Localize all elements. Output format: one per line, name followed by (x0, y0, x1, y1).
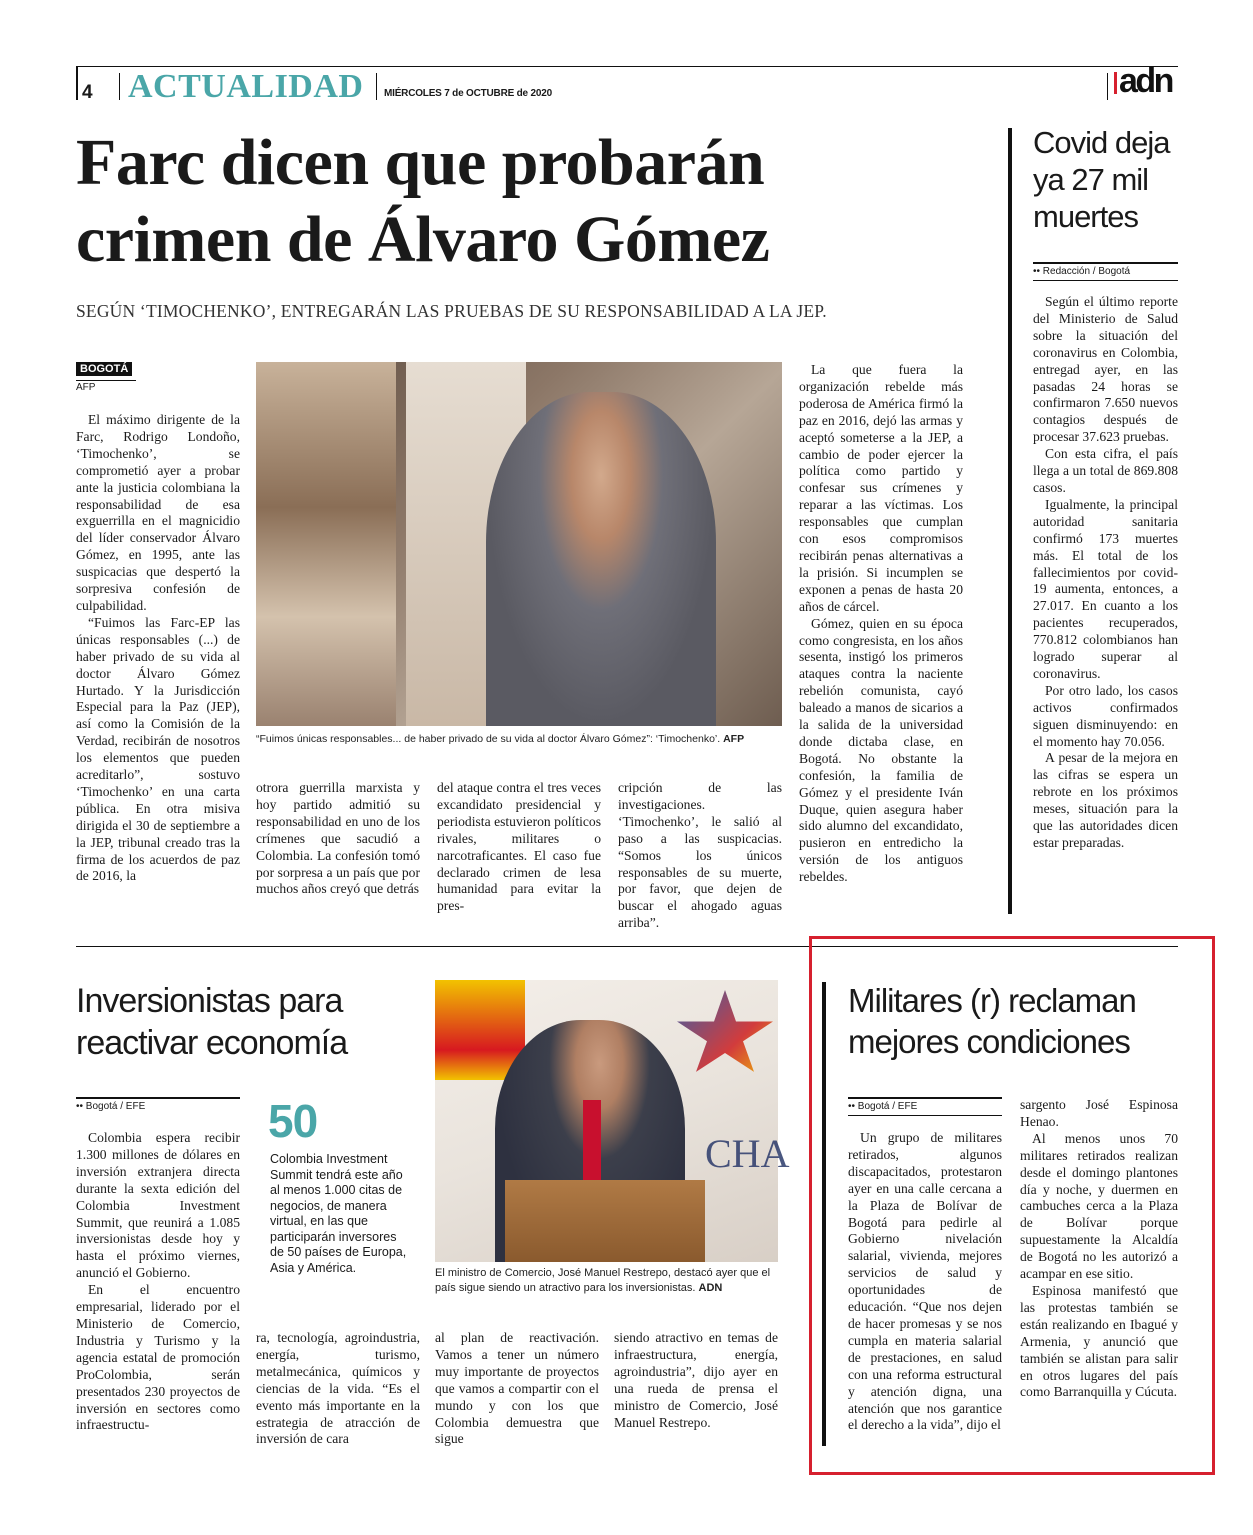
investment-paragraph: siendo atractivo en temas de infraestructura, energía, agroindustria”, dijo ayer en una rueda de prensa el ministro de Comercio, José Manuel Restrepo. (614, 1330, 778, 1430)
investment-paragraph: En el encuentro empresarial, liderado por el Ministerio de Comercio, Industria y Turismo y la agencia estatal de promoción ProColombia, serán presentados 230 proyectos de inversión en sectores como infraestructu- (76, 1282, 240, 1433)
main-col1 (76, 412, 240, 885)
military-paragraph: Espinosa manifestó que las protestas también se están realizando en Ibagué y Armenia, y anunció que también se alistan para salir en otros lugares del país como Barranquilla y Cúcuta. (1020, 1282, 1178, 1400)
main-paragraph: cripción de las investigaciones. ‘Timochenko’, le salió al paso a las suspicacias. “Somos los únicos responsables de su muerte, por favor, que dejen de buscar el ahogado aguas arriba”. (618, 780, 782, 931)
main-col4 (618, 780, 782, 932)
header-divider (1107, 73, 1108, 100)
military-headline (848, 980, 1198, 1062)
military-col2 (1020, 1097, 1178, 1401)
covid-body (1033, 294, 1178, 852)
military-byline (848, 1097, 1002, 1116)
covid-headline: Covid deja ya 27 mil muertes (1033, 125, 1170, 234)
photo-star-logo (675, 990, 775, 1080)
byline-dots: •• (1033, 266, 1043, 277)
issue-date: MIÉRCOLES 7 de OCTUBRE de 2020 (384, 88, 552, 99)
military-paragraph: sargento José Espinosa Henao. (1020, 1097, 1178, 1129)
photo-podium (505, 1180, 705, 1262)
main-deck: SEGÚN ‘TIMOCHENKO’, ENTREGARÁN LAS PRUEBAS DE SU RESPONSABILIDAD A LA JEP. (76, 301, 827, 321)
logo-text: adn (1119, 62, 1172, 100)
main-paragraph: El máximo dirigente de la Farc, Rodrigo Londoño, ‘Timochenko’, se comprometió ayer a probar ante la justicia colombiana la responsabilidad de esa exguerrilla en el magnicidio del líder conservador Álvaro Gómez, en 1995, ante las suspicacias que despertó la sorpresiva confesión de culpabilidad. (76, 412, 240, 613)
investment-headline-line2: reactivar economía (76, 1024, 348, 1062)
main-photo (256, 362, 782, 726)
covid-paragraph: Por otro lado, los casos activos confirmados siguen disminuyendo: en el momento hay 70.056. (1033, 682, 1178, 749)
main-paragraph: La que fuera la organización rebelde más poderosa de América firmó la paz en 2016, dejó las armas y aceptó someterse a la JEP, a cambio de poder ejercer la política como partido y confesar sus crímenes y reparar a las víctimas. Los responsables que cumplan con esos compromisos recibirán penas alternativas a la prisión. Si incumplen se exponen a penas de hasta 20 años de cárcel. (799, 362, 963, 614)
main-paragraph: Gómez, quien en su época como congresista, en los años sesenta, instigó los primeros ataques contra la naciente rebelión comunista, cayó baleado a manos de sicarios a la salida de la universidad donde dictaba clase, en Bogotá. No obstante la confesión, la familia de Gómez y el presidente Iván Duque, quien asegura haber sido alumno del excandidato, pusieron en entredicho la versión de los antiguos rebeldes. (799, 615, 963, 885)
photo-bookshelf (256, 362, 396, 726)
investment-headline-line1: Inversionistas para (76, 982, 343, 1020)
military-headline-line1: Militares (r) reclaman (848, 982, 1136, 1019)
header-divider (119, 73, 120, 100)
investment-col2 (256, 1330, 420, 1448)
covid-paragraph: Igualmente, la principal autoridad sanitaria confirmó 173 muertes más. El total de los fallecimientos por covid-19 aumenta, entonces, a 27.017. En cuanto a los pacientes recuperados, 770.812 colombianos han logrado superar al coronavirus. (1033, 496, 1178, 681)
photo-banner-text: CHA (705, 1131, 790, 1176)
main-col5 (799, 362, 963, 886)
photo-person (486, 392, 716, 726)
main-paragraph: otrora guerrilla marxista y hoy partido admitió su responsabilidad en uno de los crímenes que sacudió a Colombia. La confesión tomó por sorpresa a un país que por muchos años creyó que detrás (256, 780, 420, 897)
investment-byline (76, 1097, 240, 1112)
caption-credit: ADN (698, 1282, 723, 1294)
logo-accent-bar (1114, 72, 1117, 94)
caption-text: “Fuimos únicas responsables... de haber privado de su vida al doctor Álvaro Gómez”: ‘Timochenko’. (256, 733, 721, 745)
covid-column-rule (1008, 128, 1012, 914)
header-divider (376, 73, 377, 100)
investment-paragraph: ra, tecnología, agroindustria, energía, turismo, metalmecánica, químicos y ciencias de la vida. “Es el evento más importante en la estrategia de atracción de inversión de cara (256, 1330, 420, 1447)
main-headline-line1: Farc dicen que probarán (76, 126, 765, 199)
caption-text: El ministro de Comercio, José Manuel Restrepo, destacó ayer que el país sigue siendo un atractivo para los inversionistas. (435, 1267, 771, 1294)
agency-label: AFP (76, 380, 136, 393)
section-title: ACTUALIDAD (128, 68, 364, 105)
covid-paragraph: A pesar de la mejora en las cifras se espera un rebrote en los próximos meses, situación para la que las autoridades dicen estar preparadas. (1033, 750, 1178, 850)
investment-col4 (614, 1330, 778, 1431)
stat-number: 50 (268, 1095, 318, 1147)
military-headline-line2: mejores condiciones (848, 1023, 1130, 1060)
investment-headline (76, 980, 416, 1064)
investment-photo-caption (435, 1266, 778, 1296)
covid-paragraph: Con esta cifra, el país llega a un total de 869.808 casos. (1033, 446, 1178, 495)
main-paragraph: “Fuimos las Farc-EP las únicas responsables (...) de haber privado de su vida al doctor Álvaro Gómez Hurtado. Y la Jurisdicción Especial para la Paz (JEP), así como la Comisión de la Verdad, recibirán de nosotros los elementos que pueden acreditarlo”, sostuvo ‘Timochenko’ en una carta pública. En otra misiva dirigida el 30 de septiembre a la JEP, tribunal creado tras la firma de los acuerdos de paz de 2016, la (76, 614, 240, 884)
byline-dots: •• (76, 1101, 86, 1112)
page-top-rule-left-tick (76, 66, 78, 100)
covid-byline (1033, 262, 1178, 281)
investment-paragraph: al plan de reactivación. Vamos a tener un número muy importante de proyectos que vamos a compartir con el mundo y con los que Colombia demuestra que sigue (435, 1330, 599, 1447)
byline-dots: •• (848, 1101, 858, 1112)
investment-paragraph: Colombia espera recibir 1.300 millones de dólares en inversión extranjera directa durante la sexta edición del Colombia Investment Summit, que reunirá a 1.085 inversionistas desde hoy y hasta el próximo viernes, anunció el Gobierno. (76, 1130, 240, 1281)
main-headline (76, 124, 996, 278)
page-top-rule (76, 66, 1178, 67)
page-number: 4 (82, 82, 93, 103)
caption-credit: AFP (723, 733, 745, 745)
main-col3 (437, 780, 601, 915)
stat-text: Colombia Investment Summit tendrá este año al menos 1.000 citas de negocios, de manera virtual, en las que participarán inversores de 50 países de Europa, Asia y América. (270, 1152, 407, 1275)
main-photo-caption (256, 732, 782, 747)
byline-text: Redacción / Bogotá (1042, 266, 1131, 277)
main-paragraph: del ataque contra el tres veces excandidato presidencial y periodista estuvieron políticos rivales, militares o narcotraficantes. El caso fue declarado crimen de lesa humanidad para evitar la pres- (437, 780, 601, 914)
military-paragraph: Un grupo de militares retirados, algunos discapacitados, protestaron ayer en una calle cercana a la Plaza de Bolívar de Bogotá para pedirle al Gobierno nivelación salarial, vivienda, mejores servicios de salud y oportunidades de educación. “Que nos dejen de hacer promesas y se nos cumpla en materia salarial de prestaciones, en salud con una reforma estructural y atención digna, una atención que nos garantice el derecho a la vida”, dijo el (848, 1130, 1002, 1433)
main-col2 (256, 780, 420, 898)
investment-col3 (435, 1330, 599, 1448)
military-column-rule (822, 982, 826, 1446)
byline-text: Bogotá / EFE (85, 1101, 146, 1112)
main-headline-line2: crimen de Álvaro Gómez (76, 203, 770, 276)
dateline-badge: BOGOTÁ (76, 362, 132, 376)
military-col1 (848, 1130, 1002, 1434)
investment-photo (435, 980, 790, 1262)
adn-logo (1114, 64, 1180, 102)
investment-col1 (76, 1130, 240, 1434)
byline-text: Bogotá / EFE (857, 1101, 918, 1112)
covid-paragraph: Según el último reporte del Ministerio de Salud sobre la situación del coronavirus en Colombia, entregad ayer, en las pasadas 24 horas se confirmaron 7.650 nuevos contagios después de procesar 37.623 pruebas. (1033, 294, 1178, 445)
military-paragraph: Al menos unos 70 militares retirados realizan desde el domingo plantones día y noche, y duermen en cambuches cerca a la Plaza de Bolívar porque supuestamente la Alcaldía de Bogotá no les autorizó a acampar en ese sitio. (1020, 1130, 1178, 1282)
